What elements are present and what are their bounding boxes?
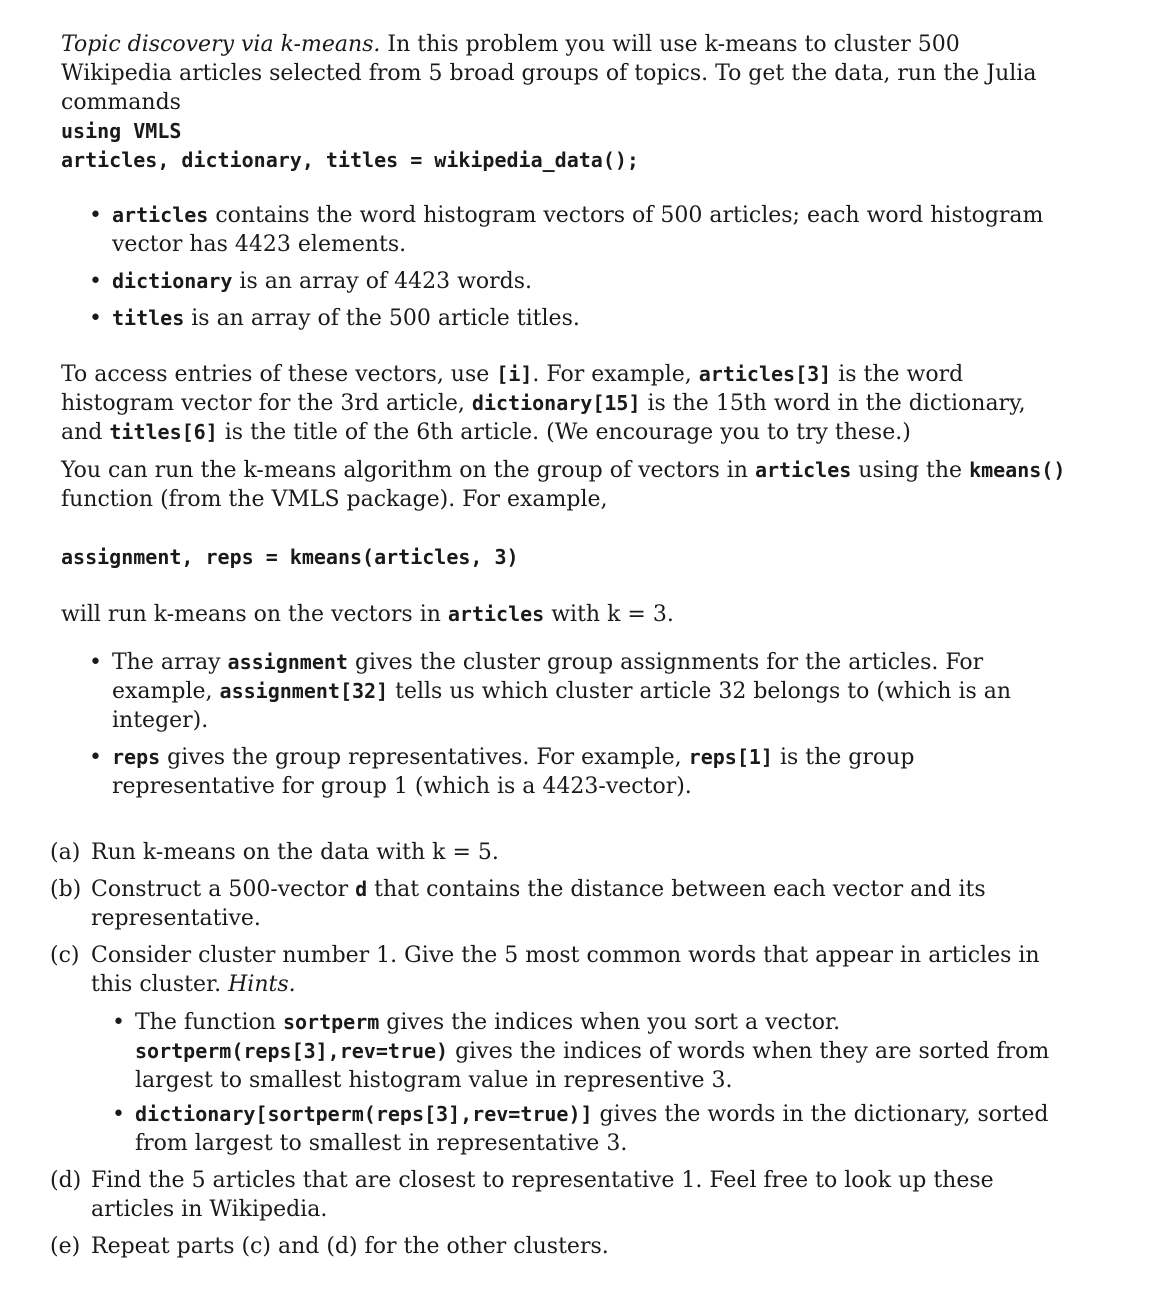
kmeans-bullets [89,648,1067,801]
hint-dictionary: • dictionary[sortperm(reps[3],rev=true)] gives the words in the dictionary, sorted from largest to smallest in representative 3. [112,1102,1049,1156]
part-b: (b) Construct a 500-vector d that contains the distance between each vector and its representative. [50,877,986,931]
part-label: (e) [50,1234,81,1259]
intro-paragraph [61,30,1066,117]
kmeans-code: assignment, reps = kmeans(articles, 3) [61,545,519,569]
part-label: (a) [50,840,81,865]
data-bullets [89,201,1067,333]
hint-bullets [112,1008,1095,1158]
bullet-titles: • titles is an array of the 500 article titles. [89,306,580,331]
bullet-assignment: • The array assignment gives the cluster group assignments for the articles. For example, assignment[32] tells us which cluster article 32 belongs to (which is an integer). [89,650,1012,733]
hints-label: Hints. [228,972,296,997]
part-label: (c) [50,943,80,968]
problem-title: Topic discovery via k-means. [61,32,381,57]
bullet-icon: • [89,203,102,228]
bullet-reps: • reps gives the group representatives. For example, reps[1] is the group representative for group 1 (which is a 4423-vector). [89,745,915,799]
bullet-icon: • [89,650,102,675]
code-line-2: articles, dictionary, titles = wikipedia_data(); [61,148,639,172]
part-label: (b) [50,877,82,902]
part-e: (e) Repeat parts (c) and (d) for the other clusters. [50,1234,609,1259]
part-label: (d) [50,1168,82,1193]
bullet-dictionary: • dictionary is an array of 4423 words. [89,269,533,294]
parts-list [50,838,1070,1261]
intro-text: In this problem you will use k-means to cluster 500 Wikipedia articles selected from 5 broad groups of topics. To get the data, run the Julia commands [61,32,1037,115]
hint-sortperm: • The function sortperm gives the indices when you sort a vector. sortperm(reps[3],rev=true) gives the indices of words when they are sorted from largest to smallest histogram value in representive 3. [112,1010,1050,1093]
bullet-articles: • articles contains the word histogram vectors of 500 articles; each word histogram vector has 4423 elements. [89,203,1044,257]
will-run-paragraph: will run k-means on the vectors in articles with k = 3. [61,602,674,627]
code-line-1: using VMLS [61,119,182,143]
bullet-icon: • [89,745,102,770]
bullet-icon: • [112,1102,125,1127]
part-d: (d) Find the 5 articles that are closest to representative 1. Feel free to look up these articles in Wikipedia. [50,1168,994,1222]
run-paragraph: You can run the k-means algorithm on the group of vectors in articles using the kmeans() function (from the VMLS package). For example, [61,458,1066,512]
bullet-icon: • [89,306,102,331]
bullet-icon: • [89,269,102,294]
part-a: (a) Run k-means on the data with k = 5. [50,840,499,865]
access-paragraph: To access entries of these vectors, use [i]. For example, articles[3] is the word histogram vector for the 3rd article, dictionary[15] is the 15th word in the dictionary, and titles[6] is the title of the 6th article. (We encourage you to try these.) [61,362,1026,445]
part-c: (c) Consider cluster number 1. Give the 5 most common words that appear in articles in this cluster. Hints. • The function sortperm gives the indices when you sort a vector. sortperm(reps[3],rev=true) gives the indices of words when they are sorted from largest to smallest histogram value in representive 3. • dictionary[sortperm(reps[3],rev=true)] gives the words in the dictionary, sorted from largest to smallest in representative 3. [50,941,1070,1158]
bullet-icon: • [112,1010,125,1035]
